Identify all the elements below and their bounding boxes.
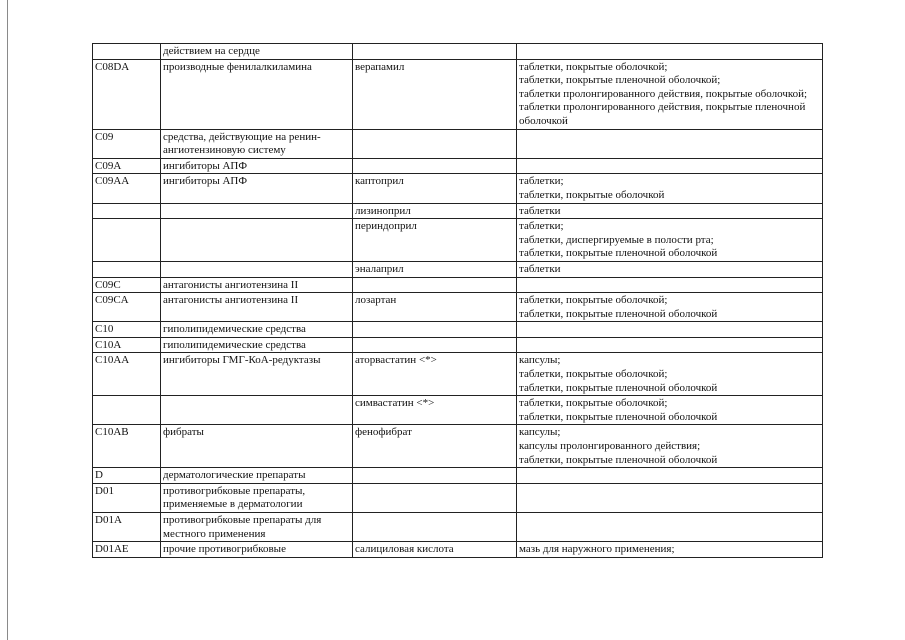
group-name-cell: антагонисты ангиотензина II bbox=[161, 277, 353, 293]
group-name-cell: средства, действующие на ренин-ангиотензиновую систему bbox=[161, 129, 353, 158]
atc-code-cell: D01AE bbox=[93, 542, 161, 558]
table-row bbox=[93, 353, 823, 396]
drug-classification-table bbox=[92, 43, 823, 558]
group-name-cell bbox=[161, 261, 353, 277]
group-name-cell: фибраты bbox=[161, 425, 353, 468]
dosage-form-cell: мазь для наружного применения; bbox=[517, 542, 823, 558]
table-row bbox=[93, 219, 823, 262]
atc-code-cell bbox=[93, 261, 161, 277]
drug-name-cell: лизиноприл bbox=[353, 203, 517, 219]
dosage-form-cell bbox=[517, 483, 823, 512]
atc-code-cell: D01 bbox=[93, 483, 161, 512]
table-row bbox=[93, 542, 823, 558]
atc-code-cell: C09C bbox=[93, 277, 161, 293]
group-name-cell: действием на сердце bbox=[161, 44, 353, 60]
dosage-form-cell: таблетки; таблетки, покрытые оболочкой bbox=[517, 174, 823, 203]
group-name-cell: ингибиторы АПФ bbox=[161, 158, 353, 174]
table-row bbox=[93, 425, 823, 468]
group-name-cell: гиполипидемические средства bbox=[161, 322, 353, 338]
atc-code-cell bbox=[93, 219, 161, 262]
atc-code-cell: D bbox=[93, 468, 161, 484]
dosage-form-cell: таблетки bbox=[517, 261, 823, 277]
dosage-form-cell: таблетки; таблетки, диспергируемые в полости рта; таблетки, покрытые пленочной оболочкой bbox=[517, 219, 823, 262]
dosage-form-cell bbox=[517, 337, 823, 353]
drug-name-cell: каптоприл bbox=[353, 174, 517, 203]
group-name-cell bbox=[161, 203, 353, 219]
atc-code-cell: C10AB bbox=[93, 425, 161, 468]
drug-name-cell: верапамил bbox=[353, 59, 517, 129]
table-row bbox=[93, 174, 823, 203]
dosage-form-cell: капсулы; капсулы пролонгированного действия; таблетки, покрытые пленочной оболочкой bbox=[517, 425, 823, 468]
table-row bbox=[93, 59, 823, 129]
dosage-form-cell bbox=[517, 513, 823, 542]
page-edge-line bbox=[7, 0, 8, 640]
table-row bbox=[93, 513, 823, 542]
table-row bbox=[93, 261, 823, 277]
drug-name-cell bbox=[353, 483, 517, 512]
atc-code-cell bbox=[93, 44, 161, 60]
group-name-cell: противогрибковые препараты для местного применения bbox=[161, 513, 353, 542]
drug-name-cell bbox=[353, 337, 517, 353]
dosage-form-cell bbox=[517, 322, 823, 338]
table-row bbox=[93, 158, 823, 174]
atc-code-cell bbox=[93, 396, 161, 425]
drug-name-cell bbox=[353, 44, 517, 60]
group-name-cell: прочие противогрибковые bbox=[161, 542, 353, 558]
dosage-form-cell: таблетки, покрытые оболочкой; таблетки, покрытые пленочной оболочкой; таблетки пролонгированного действия, покрытые оболочкой; таблетки пролонгированного действия, покрытые пленочной оболочкой bbox=[517, 59, 823, 129]
group-name-cell bbox=[161, 396, 353, 425]
atc-code-cell: C10 bbox=[93, 322, 161, 338]
drug-name-cell: эналаприл bbox=[353, 261, 517, 277]
table-row bbox=[93, 468, 823, 484]
drug-name-cell bbox=[353, 513, 517, 542]
atc-code-cell: C10A bbox=[93, 337, 161, 353]
dosage-form-cell bbox=[517, 468, 823, 484]
dosage-form-cell: капсулы; таблетки, покрытые оболочкой; таблетки, покрытые пленочной оболочкой bbox=[517, 353, 823, 396]
dosage-form-cell bbox=[517, 129, 823, 158]
table-row bbox=[93, 396, 823, 425]
atc-code-cell: C09AA bbox=[93, 174, 161, 203]
atc-code-cell: C08DA bbox=[93, 59, 161, 129]
table-row bbox=[93, 483, 823, 512]
drug-name-cell: аторвастатин <*> bbox=[353, 353, 517, 396]
dosage-form-cell bbox=[517, 158, 823, 174]
group-name-cell: противогрибковые препараты, применяемые в дерматологии bbox=[161, 483, 353, 512]
dosage-form-cell: таблетки bbox=[517, 203, 823, 219]
atc-code-cell: D01A bbox=[93, 513, 161, 542]
group-name-cell: ингибиторы АПФ bbox=[161, 174, 353, 203]
drug-name-cell: салициловая кислота bbox=[353, 542, 517, 558]
group-name-cell: антагонисты ангиотензина II bbox=[161, 293, 353, 322]
table-row bbox=[93, 322, 823, 338]
group-name-cell: гиполипидемические средства bbox=[161, 337, 353, 353]
dosage-form-cell bbox=[517, 44, 823, 60]
dosage-form-cell bbox=[517, 277, 823, 293]
drug-name-cell: фенофибрат bbox=[353, 425, 517, 468]
group-name-cell: ингибиторы ГМГ-КоА-редуктазы bbox=[161, 353, 353, 396]
table-row bbox=[93, 129, 823, 158]
drug-name-cell bbox=[353, 322, 517, 338]
drug-name-cell: периндоприл bbox=[353, 219, 517, 262]
atc-code-cell: C10AA bbox=[93, 353, 161, 396]
dosage-form-cell: таблетки, покрытые оболочкой; таблетки, покрытые пленочной оболочкой bbox=[517, 293, 823, 322]
group-name-cell bbox=[161, 219, 353, 262]
atc-code-cell: C09CA bbox=[93, 293, 161, 322]
group-name-cell: дерматологические препараты bbox=[161, 468, 353, 484]
table-row bbox=[93, 277, 823, 293]
group-name-cell: производные фенилалкиламина bbox=[161, 59, 353, 129]
table-row bbox=[93, 293, 823, 322]
drug-name-cell bbox=[353, 277, 517, 293]
atc-code-cell: C09 bbox=[93, 129, 161, 158]
atc-code-cell: C09A bbox=[93, 158, 161, 174]
drug-name-cell: лозартан bbox=[353, 293, 517, 322]
dosage-form-cell: таблетки, покрытые оболочкой; таблетки, покрытые пленочной оболочкой bbox=[517, 396, 823, 425]
table-row bbox=[93, 44, 823, 60]
drug-name-cell bbox=[353, 468, 517, 484]
table-row bbox=[93, 337, 823, 353]
drug-name-cell bbox=[353, 129, 517, 158]
atc-code-cell bbox=[93, 203, 161, 219]
table-row bbox=[93, 203, 823, 219]
drug-name-cell bbox=[353, 158, 517, 174]
drug-name-cell: симвастатин <*> bbox=[353, 396, 517, 425]
